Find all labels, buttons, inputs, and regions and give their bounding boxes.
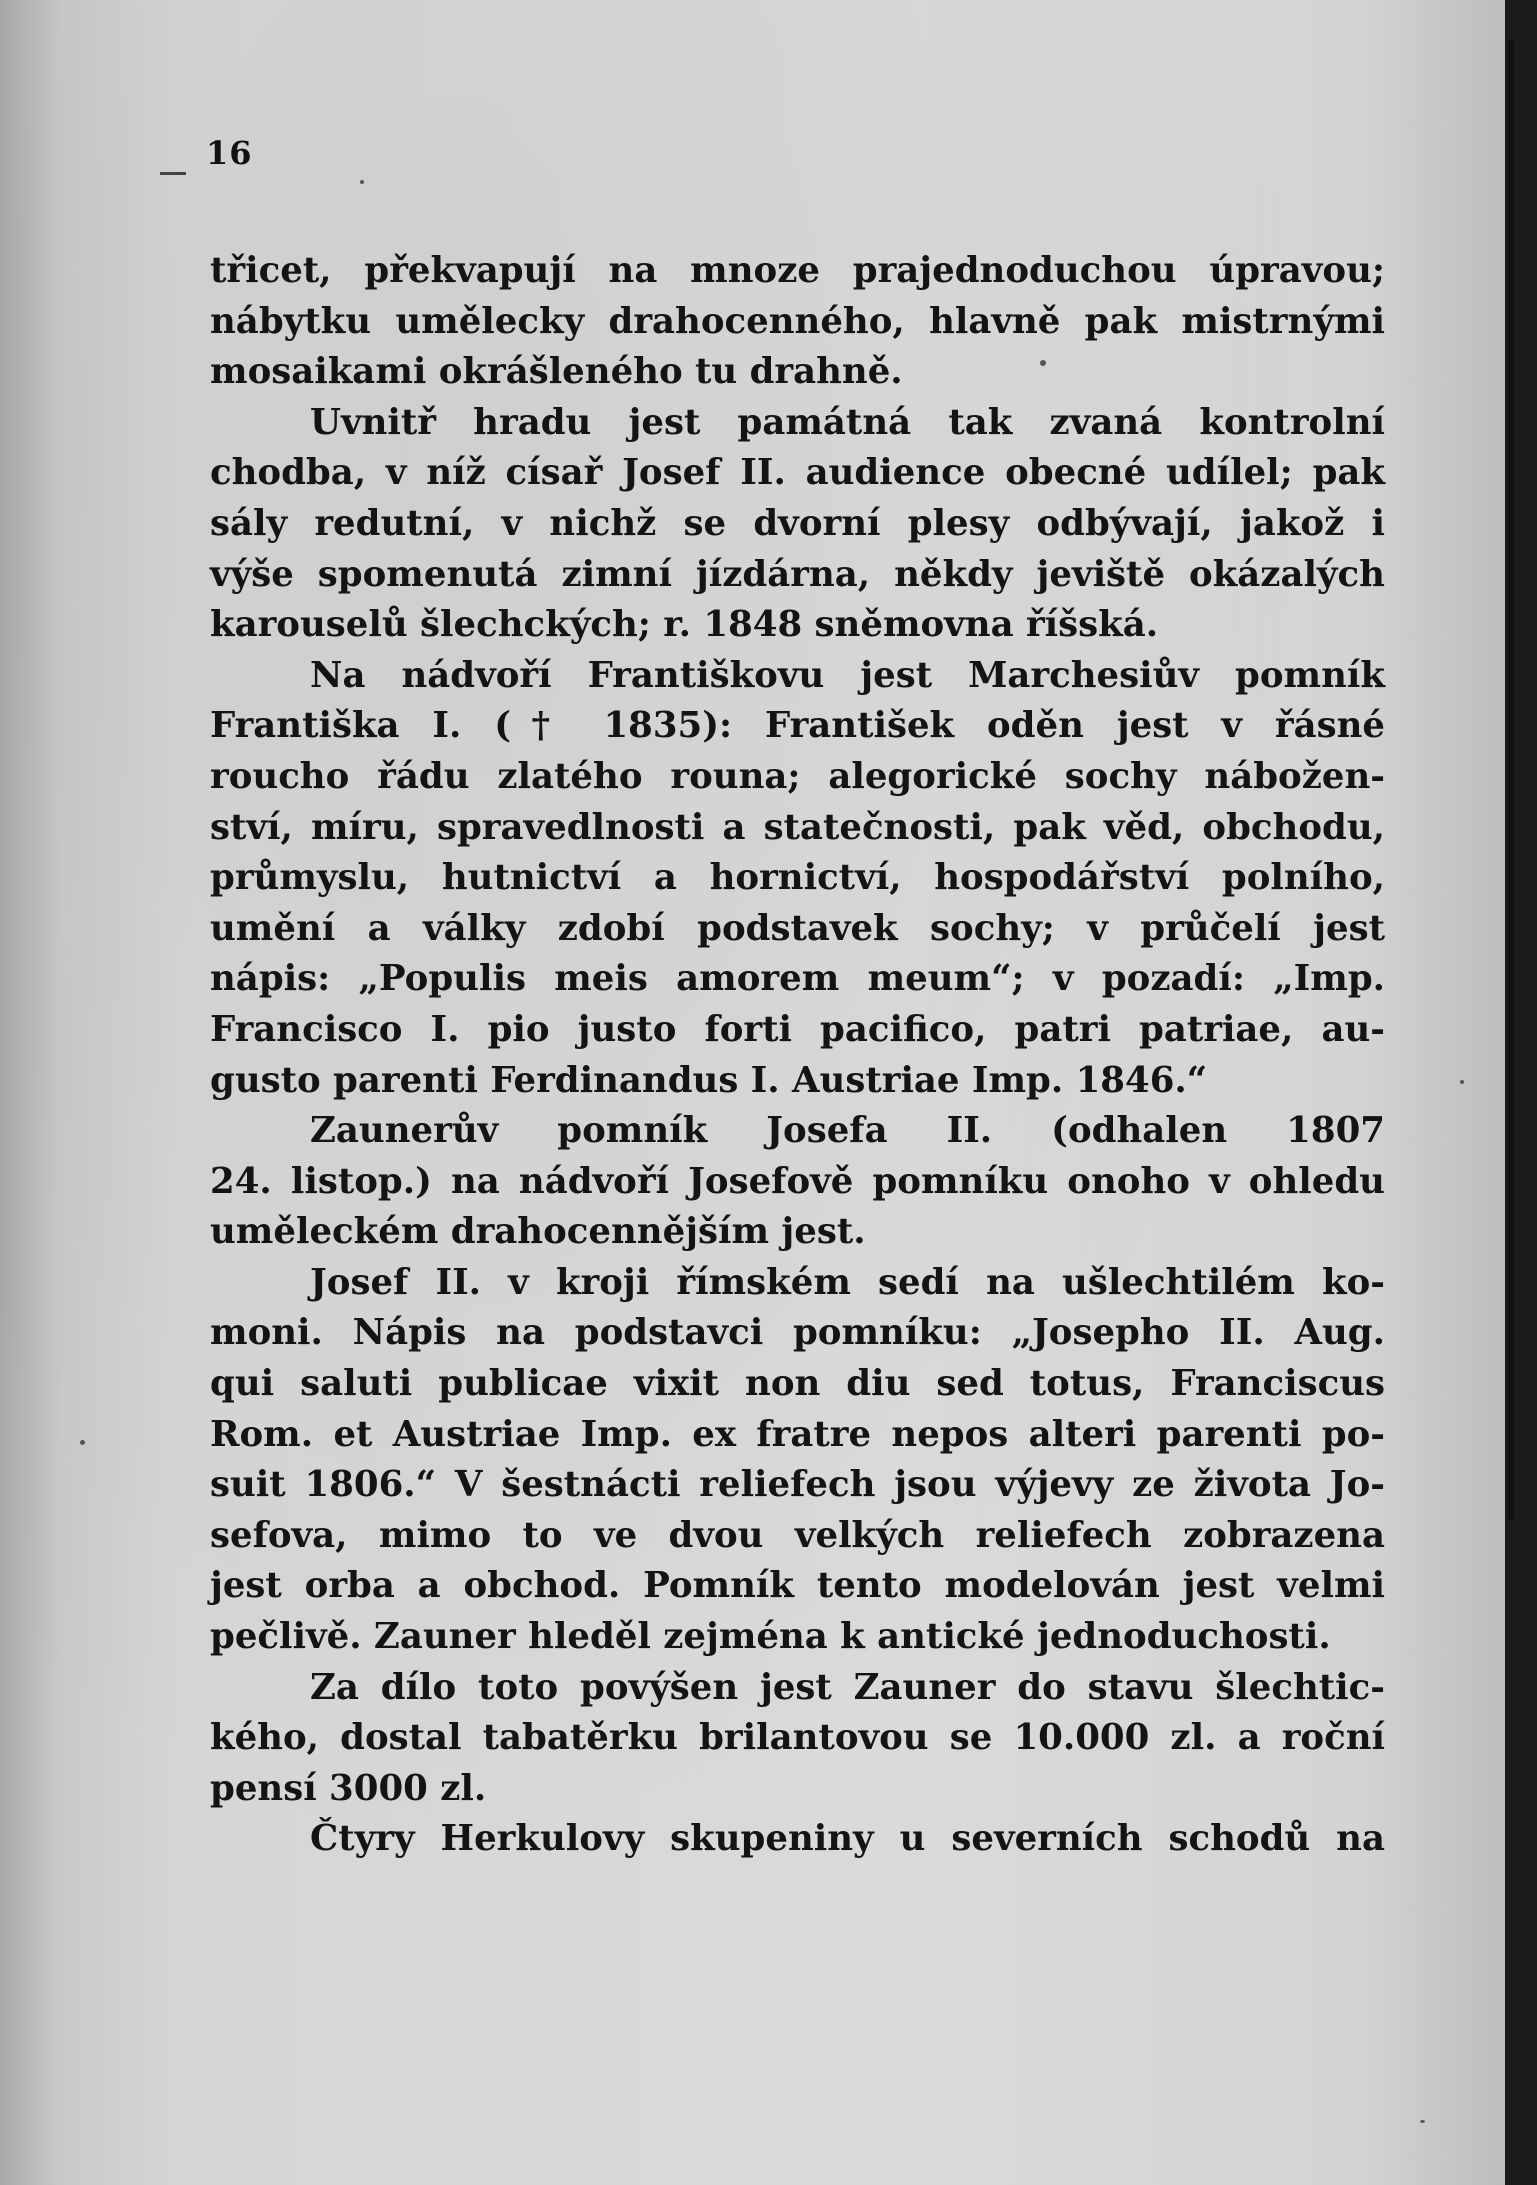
- page-number: 16: [206, 134, 253, 172]
- text-line: Za dílo toto povýšen jest Zauner do stavu šlechtic-: [310, 1666, 1385, 1708]
- text-line: průmyslu, hutnictví a hornictví, hospodářství polního,: [210, 857, 1385, 899]
- text-line: třicet, překvapují na mnoze prajednoduchou úpravou;: [210, 250, 1385, 291]
- scan-speck: [1040, 360, 1046, 366]
- text-line: moni. Nápis na podstavci pomníku: „Josepho II. Aug.: [210, 1312, 1385, 1354]
- text-line: Uvnitř hradu jest památná tak zvaná kontrolní: [310, 401, 1385, 443]
- text-line: pečlivě. Zauner hleděl zejména k antické jednoduchosti.: [210, 1616, 1331, 1658]
- text-line: Františka I. († 1835): František oděn jest v řásné: [210, 705, 1385, 747]
- text-line: uměleckém drahocennějším jest.: [210, 1211, 866, 1253]
- text-line: Rom. et Austriae Imp. ex fratre nepos alteri parenti po-: [210, 1413, 1385, 1455]
- text-line: mosaikami okrášleného tu drahně.: [210, 351, 903, 393]
- scan-speck: [80, 1440, 85, 1445]
- text-line: Josef II. v kroji římském sedí na ušlechtilém ko-: [310, 1261, 1385, 1303]
- text-line: 24. listop.) na nádvoří Josefově pomníku onoho v ohledu: [210, 1160, 1385, 1202]
- page-edge-line: [1508, 40, 1514, 1520]
- text-line: ství, míru, spravedlnosti a statečnosti, pak věd, obchodu,: [210, 806, 1385, 848]
- scan-speck: [1420, 2120, 1425, 2123]
- text-line: nápis: „Populis meis amorem meum“; v pozadí: „Imp.: [210, 958, 1385, 1000]
- scan-speck: [1460, 1080, 1464, 1084]
- text-line: roucho řádu zlatého rouna; alegorické sochy nábožen-: [210, 755, 1385, 797]
- text-line: Zaunerův pomník Josefa II. (odhalen 1807: [310, 1110, 1385, 1152]
- text-line: karouselů šlechckých; r. 1848 sněmovna říšská.: [210, 604, 1159, 646]
- text-line: suit 1806.“ V šestnácti reliefech jsou výjevy ze života Jo-: [210, 1464, 1385, 1506]
- text-line: kého, dostal tabatěrku brilantovou se 10.000 zl. a roční: [210, 1717, 1385, 1759]
- text-line: Na nádvoří Františkovu jest Marchesiův pomník: [310, 654, 1385, 696]
- text-line: chodba, v níž císař Josef II. audience obecné udílel; pak: [210, 452, 1385, 494]
- text-line: qui saluti publicae vixit non diu sed totus, Franciscus: [210, 1363, 1385, 1405]
- text-line: výše spomenutá zimní jízdárna, někdy jeviště okázalých: [210, 553, 1385, 595]
- text-line: Čtyry Herkulovy skupeniny u severních schodů na: [310, 1818, 1385, 1860]
- text-line: pensí 3000 zl.: [210, 1767, 487, 1809]
- text-line: sefova, mimo to ve dvou velkých reliefech zobrazena: [210, 1514, 1385, 1556]
- scan-speck: [360, 180, 364, 184]
- page-number-dash: [160, 172, 186, 175]
- text-line: jest orba a obchod. Pomník tento modelován jest velmi: [210, 1565, 1385, 1607]
- body-text: [210, 246, 1385, 1865]
- text-line: Francisco I. pio justo forti pacifico, patri patriae, au-: [210, 1008, 1385, 1050]
- text-line: gusto parenti Ferdinandus I. Austriae Imp. 1846.“: [210, 1059, 1208, 1101]
- text-line: nábytku umělecky drahocenného, hlavně pak mistrnými: [210, 300, 1385, 342]
- text-line: umění a války zdobí podstavek sochy; v průčelí jest: [210, 907, 1385, 949]
- text-line: sály redutní, v nichž se dvorní plesy odbývají, jakož i: [210, 502, 1385, 544]
